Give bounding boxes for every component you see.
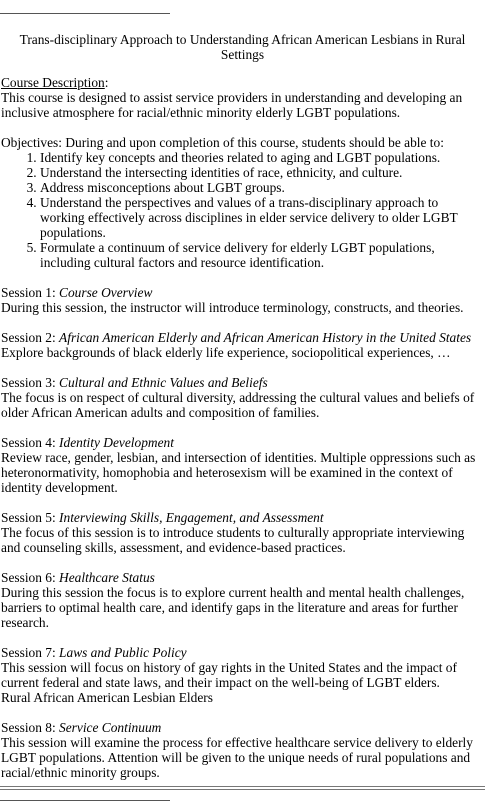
objectives-list [1,150,483,270]
session-text: This session will examine the process for effective healthcare service delivery to elderly LGBT populations. Attention will be given to the unique needs of rural populations and racial/ethnic minority groups. [1,735,473,780]
session-title: Interviewing Skills, Engagement, and Assessment [59,510,324,525]
session-heading [1,375,483,390]
session-6 [1,570,483,630]
session-3 [1,375,483,420]
session-title: Healthcare Status [59,570,155,585]
session-label: Session 4: [1,435,60,450]
course-title: Trans-disciplinary Approach to Understanding African American Lesbians in Rural Settings [19,32,466,62]
session-heading [1,285,483,300]
session-label: Session 1: [1,285,60,300]
session-8 [1,720,483,780]
objective-item: 2. Understand the intersecting identities of race, ethnicity, and culture. [40,165,483,180]
session-text: Explore backgrounds of black elderly life experience, sociopolitical experiences, … [1,345,451,360]
session-1 [1,285,483,315]
session-7 [1,645,483,705]
objective-item: 4. Understand the perspectives and values of a trans-disciplinary approach to working effectively across disciplines in elder service delivery to older LGBT populations. [40,195,483,240]
session-title: African American Elderly and African American History in the United States [59,330,472,345]
session-text: Review race, gender, lesbian, and intersection of identities. Multiple oppressions such as heteronormativity, homophobia and heterosexism will be examined in the context of identity development. [1,450,476,495]
bottom-short-rule [0,800,170,801]
objective-item: 1. Identify key concepts and theories related to aging and LGBT populations. [40,150,483,165]
session-text: This session will focus on history of gay rights in the United States and the impact of current federal and state laws, and their impact on the well-being of LGBT elders. [1,660,457,690]
objectives-intro: Objectives: During and upon completion of this course, students should be able to: [1,135,444,150]
course-description-text: This course is designed to assist service providers in understanding and developing an inclusive atmosphere for racial/ethnic minority elderly LGBT populations. [1,90,463,120]
session-label: Session 6: [1,570,60,585]
bottom-rule-upper [0,786,485,787]
objective-item: 5. Formulate a continuum of service delivery for elderly LGBT populations, including cultural factors and resource identification. [40,240,483,270]
session-5 [1,510,483,555]
session-heading [1,570,483,585]
session-text: The focus is on respect of cultural diversity, addressing the cultural values and beliefs of older African American adults and composition of families. [1,390,475,420]
session-label: Session 2: [1,330,60,345]
course-description-heading: Course Description [1,75,105,90]
session-extra-text: Rural African American Lesbian Elders [1,690,213,705]
course-description-heading-colon: : [104,75,109,90]
session-heading [1,330,483,345]
session-label: Session 5: [1,510,60,525]
session-heading [1,720,483,735]
session-heading [1,510,483,525]
objective-item: 3. Address misconceptions about LGBT groups. [40,180,483,195]
session-text: During this session the focus is to explore current health and mental health challenges, barriers to optimal health care, and identify gaps in the literature and areas for further research. [1,585,465,630]
session-label: Session 7: [1,645,60,660]
session-label: Session 3: [1,375,60,390]
session-title: Laws and Public Policy [59,645,187,660]
session-heading [1,435,483,450]
session-title: Course Overview [59,285,153,300]
session-text: During this session, the instructor will introduce terminology, constructs, and theories. [1,300,464,315]
course-description [1,75,483,90]
document-body [1,75,483,780]
session-2 [1,330,483,360]
top-short-rule [0,13,170,14]
session-label: Session 8: [1,720,60,735]
bottom-rule-lower [0,789,485,790]
session-title: Cultural and Ethnic Values and Beliefs [59,375,268,390]
session-title: Identity Development [59,435,174,450]
session-text: The focus of this session is to introduce students to culturally appropriate interviewing and counseling skills, assessment, and evidence-based practices. [1,525,465,555]
session-4 [1,435,483,495]
session-title: Service Continuum [59,720,162,735]
session-heading [1,645,483,660]
